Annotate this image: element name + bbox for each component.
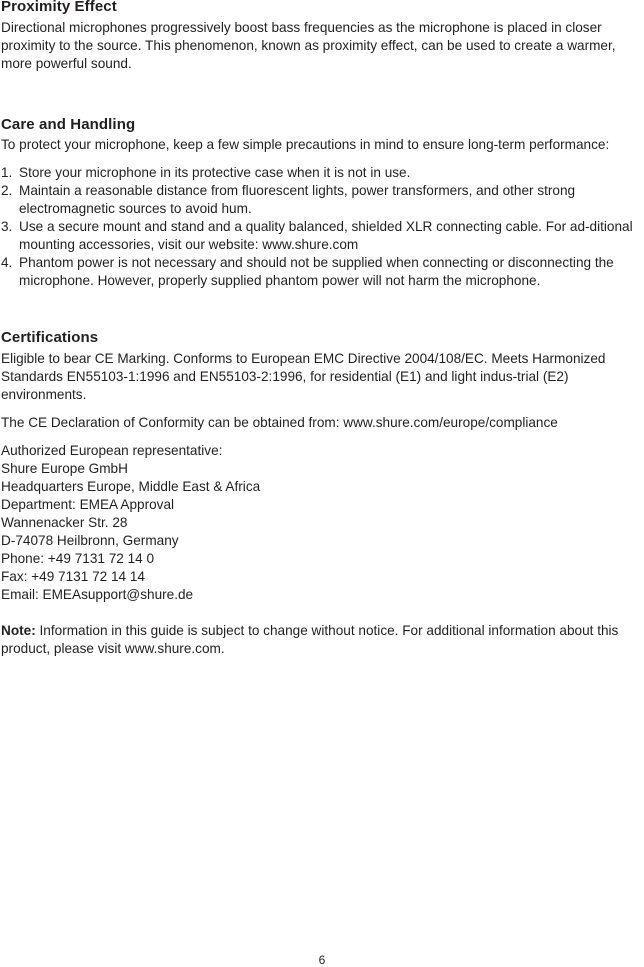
list-item-text: Maintain a reasonable distance from fluorescent lights, power transformers, and other strong electromagnetic sources to avoid hum. bbox=[19, 183, 576, 216]
address-line: Headquarters Europe, Middle East & Africa bbox=[1, 479, 261, 494]
care-handling-intro: To protect your microphone, keep a few simple precautions in mind to ensure long-term performance: bbox=[1, 137, 610, 152]
care-handling-section bbox=[1, 116, 643, 290]
proximity-effect-heading: Proximity Effect bbox=[1, 0, 117, 15]
list-item-text: Store your microphone in its protective case when it is not in use. bbox=[19, 165, 411, 180]
list-item-number: 2. bbox=[1, 183, 13, 198]
proximity-effect-section bbox=[1, 0, 643, 73]
certifications-heading: Certifications bbox=[1, 329, 99, 346]
list-item-number: 4. bbox=[1, 255, 13, 270]
list-item-text: Phantom power is not necessary and should not be supplied when connecting or disconnecting the microphone. However, properly supplied phantom power will not harm the microphone. bbox=[19, 255, 614, 288]
address-line: D-74078 Heilbronn, Germany bbox=[1, 533, 179, 548]
note-paragraph bbox=[1, 622, 643, 658]
certifications-paragraph: Eligible to bear CE Marking. Conforms to European EMC Directive 2004/108/EC. Meets Harmonized Standards EN55103-1:1996 and EN55103-2:1996, for residential (E1) and light indus-trial (E2) environments. bbox=[1, 351, 606, 402]
list-item bbox=[1, 218, 643, 254]
address-line: Wannenacker Str. 28 bbox=[1, 515, 128, 530]
address-line: Phone: +49 7131 72 14 0 bbox=[1, 551, 155, 566]
address-line: Authorized European representative: bbox=[1, 443, 223, 458]
note-text: Information in this guide is subject to change without notice. For additional information about this product, please visit www.shure.com. bbox=[1, 623, 619, 656]
list-item-number: 1. bbox=[1, 165, 13, 180]
ce-declaration-paragraph: The CE Declaration of Conformity can be obtained from: www.shure.com/europe/compliance bbox=[1, 415, 558, 430]
list-item bbox=[1, 182, 643, 218]
address-line: Email: EMEAsupport@shure.de bbox=[1, 587, 194, 602]
proximity-effect-paragraph: Directional microphones progressively boost bass frequencies as the microphone is placed in closer proximity to the source. This phenomenon, known as proximity effect, can be used to create a warmer, more powerful sound. bbox=[1, 20, 616, 71]
note-label: Note: bbox=[1, 623, 36, 638]
list-item-text: Use a secure mount and stand and a quality balanced, shielded XLR connecting cable. For ad-ditional mounting accessories, visit our website: www.shure.com bbox=[19, 219, 633, 252]
list-item bbox=[1, 254, 643, 290]
certifications-section bbox=[1, 329, 643, 658]
address-line: Fax: +49 7131 72 14 14 bbox=[1, 569, 145, 584]
care-handling-heading: Care and Handling bbox=[1, 116, 136, 133]
page-content bbox=[1, 0, 643, 658]
address-line: Department: EMEA Approval bbox=[1, 497, 175, 512]
representative-address bbox=[1, 442, 643, 604]
address-line: Shure Europe GmbH bbox=[1, 461, 128, 476]
list-item-number: 3. bbox=[1, 219, 13, 234]
list-item bbox=[1, 164, 643, 182]
care-handling-list bbox=[1, 164, 643, 290]
page-number: 6 bbox=[318, 953, 326, 967]
